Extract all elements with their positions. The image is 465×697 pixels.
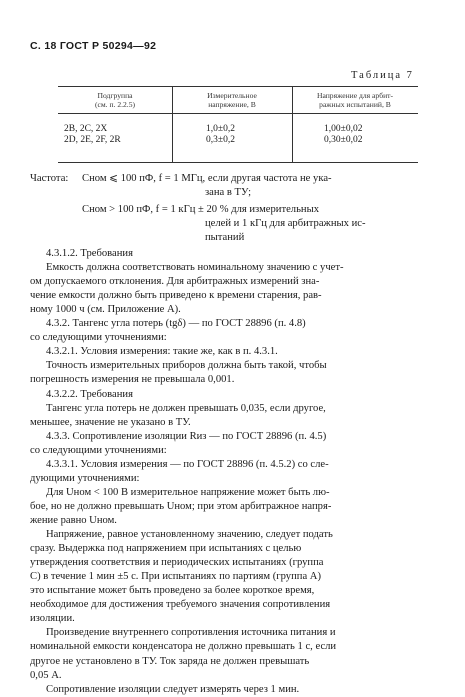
- text-line: 4.3.2.2. Требования: [46, 388, 133, 400]
- text-line: ному 1000 ч (см. Приложение А).: [30, 304, 181, 316]
- text-line: другое не установлено в ТУ. Ток заряда не должен превышать: [30, 655, 310, 667]
- text-line: 4.3.2.1. Условия измерения: такие же, как в п. 4.3.1.: [46, 346, 278, 358]
- table-cell: 1,00±0,02: [324, 124, 363, 134]
- freq-label: Частота:: [30, 173, 69, 184]
- table-cell: 2D, 2E, 2F, 2R: [64, 135, 121, 145]
- table-header-arb: Напряжение для арбит- ражных испытаний, В: [316, 91, 393, 109]
- freq-line: целей и 1 кГц для арбитражных ис-: [205, 218, 366, 229]
- text-line: погрешность измерения не превышала 0,001.: [30, 374, 235, 386]
- text-line: сразу. Выдержка под напряжением при испытаниях с целью: [30, 543, 302, 554]
- text-line: Емкость должна соответствовать номинальному значению с учет-: [46, 262, 344, 274]
- text-line: ом допускаемого отклонения. Для арбитражных измерений зна-: [30, 276, 320, 288]
- table-cell: 2B, 2C, 2X: [64, 124, 108, 134]
- table-top-rule: [58, 86, 418, 87]
- text-line: Для Uном < 100 В измерительное напряжение может быть лю-: [46, 486, 330, 498]
- text-line: необходимое для достижения требуемого значения сопротивления: [30, 599, 331, 611]
- text-line: со следующими уточнениями:: [30, 444, 167, 456]
- text-line: 4.3.2. Тангенс угла потерь (tgδ) — по ГОСТ 28896 (п. 4.8): [46, 318, 306, 330]
- text-line: бое, но не должно превышать Uном; при этом арбитражное напря-: [30, 500, 332, 512]
- text-line: утверждения соответствия и периодических испытаниях (группа: [30, 557, 324, 569]
- freq-line: Cном ⩽ 100 пФ, f = 1 МГц, если другая частота не ука-: [82, 173, 332, 184]
- text-line: 4.3.1.2. Требования: [46, 248, 133, 259]
- text-line: дующими уточнениями:: [30, 472, 140, 484]
- table-bottom-rule: [58, 162, 418, 163]
- freq-line: пытаний: [205, 232, 245, 243]
- text-line: 0,05 А.: [30, 669, 62, 681]
- text-line: 4.3.3.1. Условия измерения — по ГОСТ 28896 (п. 4.5.2) со сле-: [46, 458, 329, 470]
- text-line: 4.3.3. Сопротивление изоляции Rиз — по ГОСТ 28896 (п. 4.5): [46, 430, 327, 442]
- table-caption: Таблица 7: [351, 70, 414, 81]
- text-line: Точность измерительных приборов должна быть такой, чтобы: [46, 360, 327, 372]
- text-line: изоляции.: [30, 613, 75, 625]
- table-cell: 0,3±0,2: [206, 135, 235, 145]
- table-header-group: Подгруппа (см. п. 2.2.5): [94, 91, 136, 109]
- text-line: С) в течение 1 мин ±5 с. При испытаниях по партиям (группа А): [30, 571, 321, 583]
- text-line: чение емкости должно быть приведено к времени старения, рав-: [30, 290, 322, 302]
- text-line: Напряжение, равное установленному значению, следует подать: [46, 529, 333, 540]
- freq-line: зана в ТУ;: [205, 187, 252, 198]
- text-line: меньшее, значение не указано в ТУ.: [30, 416, 191, 428]
- text-line: Тангенс угла потерь не должен превышать 0,035, если другое,: [46, 402, 326, 414]
- text-line: Произведение внутреннего сопротивления источника питания и: [46, 627, 336, 639]
- table-cell: 1,0±0,2: [206, 124, 235, 134]
- table-cell: 0,30±0,02: [324, 135, 363, 145]
- text-line: со следующими уточнениями:: [30, 332, 167, 344]
- text-line: это испытание может быть проведено за более короткое время,: [30, 585, 315, 597]
- table-header-rule: [58, 113, 418, 114]
- table-header-meas: Измерительное напряжение, В: [207, 91, 257, 109]
- text-line: номинальной емкости конденсатора не должно превышать 1 с, если: [30, 641, 337, 653]
- text-line: Сопротивление изоляции следует измерять через 1 мин.: [46, 683, 300, 695]
- page-header: С. 18 ГОСТ Р 50294—92: [30, 40, 157, 52]
- freq-line: Cном > 100 пФ, f = 1 кГц ± 20 % для измерительных: [82, 204, 319, 215]
- text-line: жение равно Uном.: [30, 515, 117, 526]
